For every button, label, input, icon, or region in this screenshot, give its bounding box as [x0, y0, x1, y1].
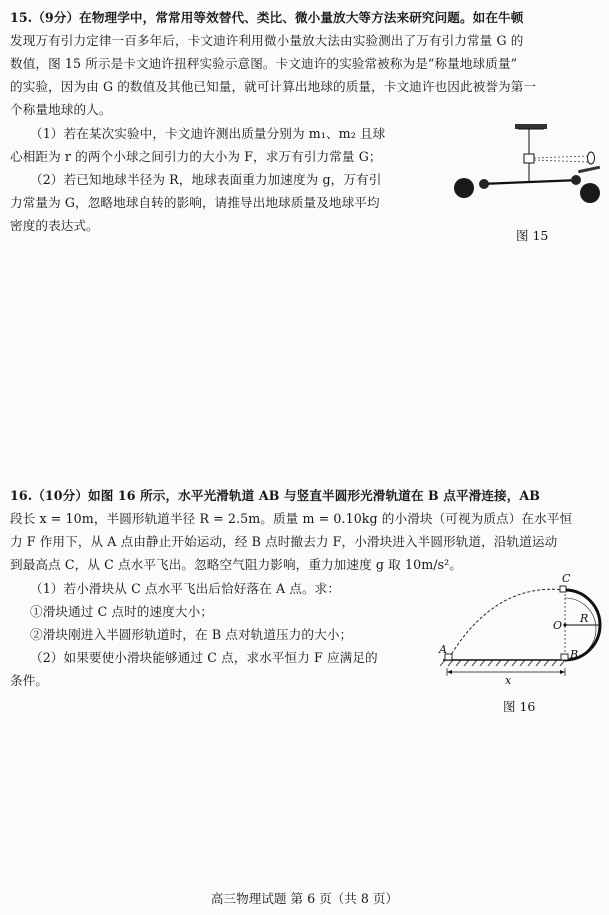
q16-line-3: 力 F 作用下，从 A 点由静止开始运动，经 B 点时撤去力 F，小滑块进入半圆形轨道，沿轨道运动	[10, 534, 558, 549]
q16-line-9: 条件。	[10, 673, 49, 688]
q16-line-1: 16.（10分）如图 16 所示，水平光滑轨道 AB 与竖直半圆形光滑轨道在 B 点平滑连接，AB	[10, 488, 541, 503]
torsion-balance-figure	[440, 118, 605, 213]
q15-line-5: 个称量地球的人。	[10, 102, 112, 117]
q15-line-8: （2）若已知地球半径为 R，地球表面重力加速度为 g，万有引	[30, 172, 382, 187]
track-figure	[435, 570, 605, 686]
label-R: R	[580, 612, 589, 625]
q15-line-9: 力常量为 G，忽略地球自转的影响，请推导出地球质量及地球平均	[10, 195, 380, 210]
q15-line-3: 数值，图 15 所示是卡文迪许扭秤实验示意图。卡文迪许的实验常被称为是“称量地球质量”	[10, 56, 518, 71]
label-x: x	[505, 674, 512, 686]
q15-line-4: 的实验，因为由 G 的数值及其他已知量，就可计算出地球的质量，卡文迪许也因此被誉为第一	[10, 79, 537, 94]
label-A: A	[439, 643, 447, 656]
q16-line-8: （2）如果要使小滑块能够通过 C 点，求水平恒力 F 应满足的	[30, 650, 378, 665]
label-O: O	[553, 619, 563, 632]
figure-16-caption: 图 16	[503, 699, 536, 714]
q16-line-6: ①滑块通过 C 点时的速度大小；	[30, 604, 213, 619]
q15-line-6: （1）若在某次实验中，卡文迪许测出质量分别为 m₁、m₂ 且球	[30, 126, 386, 141]
q15-line-2: 发现万有引力定律一百多年后，卡文迪许利用微小量放大法由实验测出了万有引力常量 G 的	[10, 33, 524, 48]
q16-line-7: ②滑块刚进入半圆形轨道时，在 B 点对轨道压力的大小；	[30, 627, 353, 642]
q16-line-5: （1）若小滑块从 C 点水平飞出后恰好落在 A 点。求：	[30, 581, 341, 596]
q15-line-7: 心相距为 r 的两个小球之间引力的大小为 F，求万有引力常量 G；	[10, 149, 382, 164]
label-B: B	[570, 648, 579, 661]
q15-line-1: 15.（9分）在物理学中，常常用等效替代、类比、微小量放大等方法来研究问题。如在牛顿	[10, 10, 524, 25]
figure-15-caption: 图 15	[516, 228, 549, 243]
label-C: C	[562, 572, 571, 585]
q16-line-2: 段长 x = 10m，半圆形轨道半径 R = 2.5m。质量 m = 0.10kg 的小滑块（可视为质点）在水平恒	[10, 511, 573, 526]
page-footer: 高三物理试题 第 6 页（共 8 页）	[210, 891, 399, 906]
q16-line-4: 到最高点 C，从 C 点水平飞出。忽略空气阻力影响，重力加速度 g 取 10m/s²。	[10, 557, 462, 572]
q15-line-10: 密度的表达式。	[10, 218, 99, 233]
